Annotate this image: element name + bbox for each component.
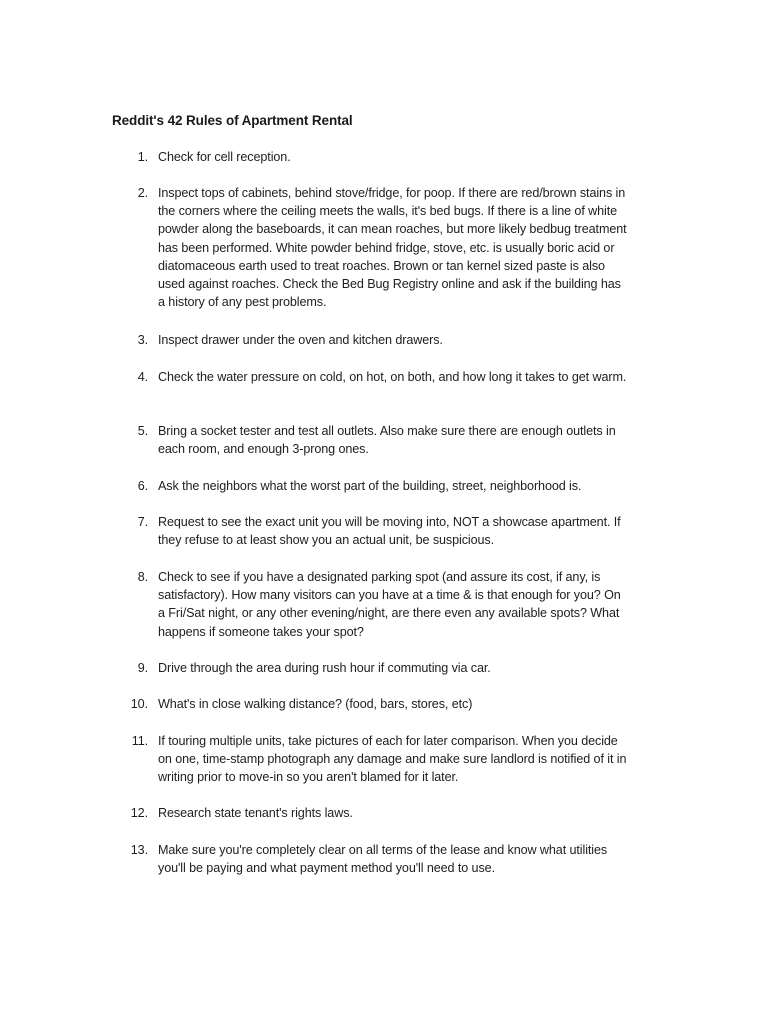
list-item-number: 4. [137, 370, 148, 384]
list-item-text: Inspect drawer under the oven and kitchen drawers. [158, 333, 443, 347]
list-item-number: 1. [137, 150, 148, 164]
list-item-number: 12. [130, 806, 148, 820]
list-item-text: Check the water pressure on cold, on hot, on both, and how long it takes to get warm. [158, 370, 627, 384]
list-item-number: 13. [130, 843, 148, 857]
list-item-text: Ask the neighbors what the worst part of the building, street, neighborhood is. [158, 479, 582, 493]
list-item-number: 6. [137, 479, 148, 493]
list-item-number: 7. [137, 515, 148, 529]
list-item-text: Drive through the area during rush hour if commuting via car. [158, 661, 491, 675]
list-item-text: Check for cell reception. [158, 150, 291, 164]
list-item-text: Inspect tops of cabinets, behind stove/fridge, for poop. If there are red/brown stains in the corners where the ceiling meets the walls, it's bed bugs. If there is a line of white powder along the baseboards, it can mean roaches, but more likely bedbug treatment has been performed. White powder behind fridge, stove, etc. is usually boric acid or diatomaceous earth used to treat roaches. Brown or tan kernel sized paste is also used against roaches. Check the Bed Bug Registry online and ask if the building has a history of any pest problems. [158, 186, 627, 310]
list-item-text: Research state tenant's rights laws. [158, 806, 353, 820]
list-item-number: 2. [137, 186, 148, 200]
list-item-text: Check to see if you have a designated parking spot (and assure its cost, if any, is satisfactory). How many visitors can you have at a time & is that enough for you? On a Fri/Sat night, or any other evening/night, are there even any available spots? What happens if someone takes your spot? [158, 570, 621, 639]
list-item-text: What's in close walking distance? (food, bars, stores, etc) [158, 697, 473, 711]
list-item-number: 3. [137, 333, 148, 347]
list-item-number: 10. [130, 697, 148, 711]
list-item-number: 5. [137, 424, 148, 438]
list-item-text: If touring multiple units, take pictures of each for later comparison. When you decide on one, time-stamp photograph any damage and make sure landlord is notified of it in writing prior to move-in so you aren't blamed for it later. [158, 734, 627, 785]
list-item-number: 11. [131, 734, 148, 748]
list-item-text: Make sure you're completely clear on all terms of the lease and know what utilities you'll be paying and what payment method you'll need to use. [158, 843, 608, 876]
list-item-text: Bring a socket tester and test all outlets. Also make sure there are enough outlets in each room, and enough 3-prong ones. [158, 424, 616, 457]
list-item-text: Request to see the exact unit you will be moving into, NOT a showcase apartment. If they refuse to at least show you an actual unit, be suspicious. [158, 515, 621, 548]
list-item-number: 8. [137, 570, 148, 584]
document-title: Reddit's 42 Rules of Apartment Rental [112, 113, 353, 128]
list-item-number: 9. [137, 661, 148, 675]
